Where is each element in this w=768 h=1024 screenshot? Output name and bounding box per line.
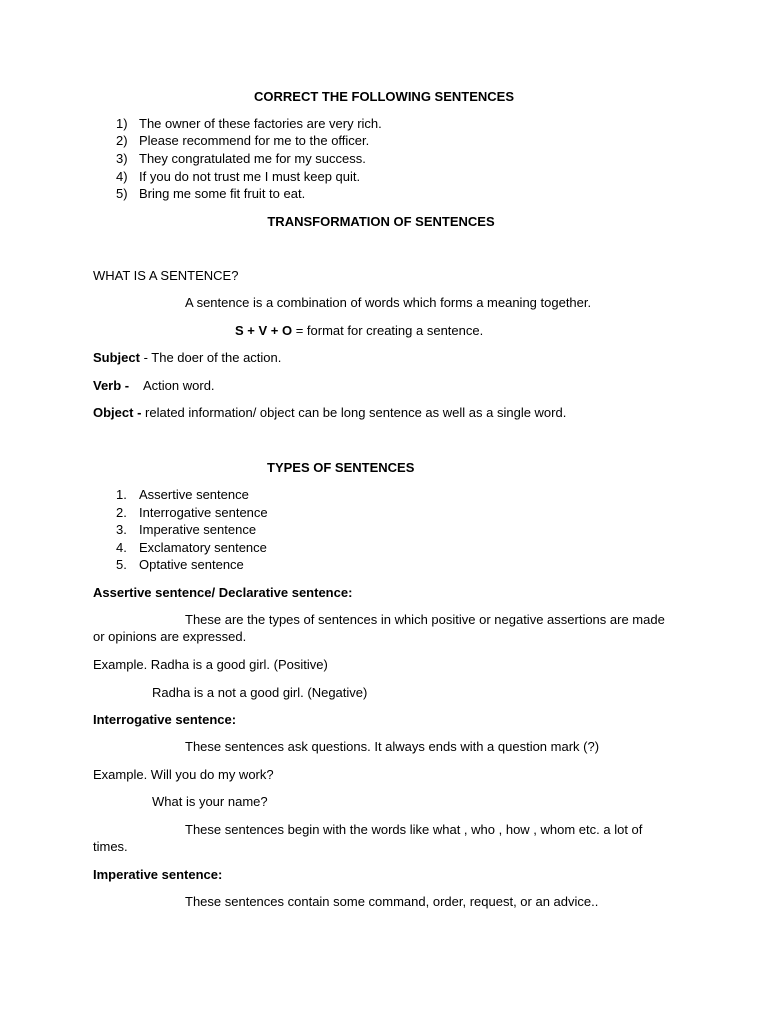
term-text: Action word. [143,378,215,393]
list-item-text: Optative sentence [139,557,244,572]
list-item-text: Assertive sentence [139,487,249,502]
list-item-text: The owner of these factories are very rich. [139,116,382,131]
list-marker: 2. [116,505,127,520]
list-item-text: Interrogative sentence [139,505,268,520]
imperative-description: These sentences contain some command, order, request, or an advice.. [185,894,599,909]
heading-imperative: Imperative sentence: [93,867,223,882]
interrogative-example-2: What is your name? [152,794,268,809]
assertive-example-negative: Radha is a not a good girl. (Negative) [152,685,368,700]
list-item-text: Imperative sentence [139,522,257,537]
term-label: Object [93,405,134,420]
assertive-description-line2: or opinions are expressed. [93,629,247,644]
list-item-text: They congratulated me for my success. [139,151,366,166]
list-marker: 2) [116,133,128,148]
interrogative-description: These sentences ask questions. It always ends with a question mark (?) [185,739,600,754]
term-verb [93,377,129,394]
assertive-description-line1: These are the types of sentences in which positive or negative assertions are made [185,612,665,627]
format-description: = format for creating a sentence. [292,323,484,338]
term-text: related information/ object can be long sentence as well as a single word. [145,405,567,420]
list-marker: 4) [116,169,128,184]
term-text: - The doer of the action. [139,350,282,365]
list-marker: 1. [116,487,127,502]
list-marker: 5) [116,186,128,201]
term-label: Subject [93,350,140,365]
heading-interrogative: Interrogative sentence: [93,712,237,727]
interrogative-note-line1: These sentences begin with the words like what , who , how , whom etc. a lot of [185,822,643,837]
sentence-definition: A sentence is a combination of words which forms a meaning together. [185,295,592,310]
term-object [93,404,566,421]
sentence-format [235,322,483,339]
list-marker: 5. [116,557,127,572]
list-marker: 1) [116,116,128,131]
heading-transformation: TRANSFORMATION OF SENTENCES [267,214,495,229]
question-what-is-sentence: WHAT IS A SENTENCE? [93,268,239,283]
list-item-text: Please recommend for me to the officer. [139,133,370,148]
heading-correct-sentences: CORRECT THE FOLLOWING SENTENCES [254,89,514,104]
list-marker: 3) [116,151,128,166]
format-formula: S + V + O [235,323,293,338]
term-dash: - [133,405,146,420]
heading-assertive: Assertive sentence/ Declarative sentence: [93,585,353,600]
interrogative-example-1: Example. Will you do my work? [93,767,274,782]
list-item-text: Exclamatory sentence [139,540,267,555]
list-marker: 3. [116,522,127,537]
term-subject [93,349,281,366]
term-label: Verb - [93,378,130,393]
list-item-text: Bring me some fit fruit to eat. [139,186,306,201]
heading-types: TYPES OF SENTENCES [267,460,415,475]
list-marker: 4. [116,540,127,555]
assertive-example-positive: Example. Radha is a good girl. (Positive) [93,657,328,672]
interrogative-note-line2: times. [93,839,128,854]
list-item-text: If you do not trust me I must keep quit. [139,169,361,184]
